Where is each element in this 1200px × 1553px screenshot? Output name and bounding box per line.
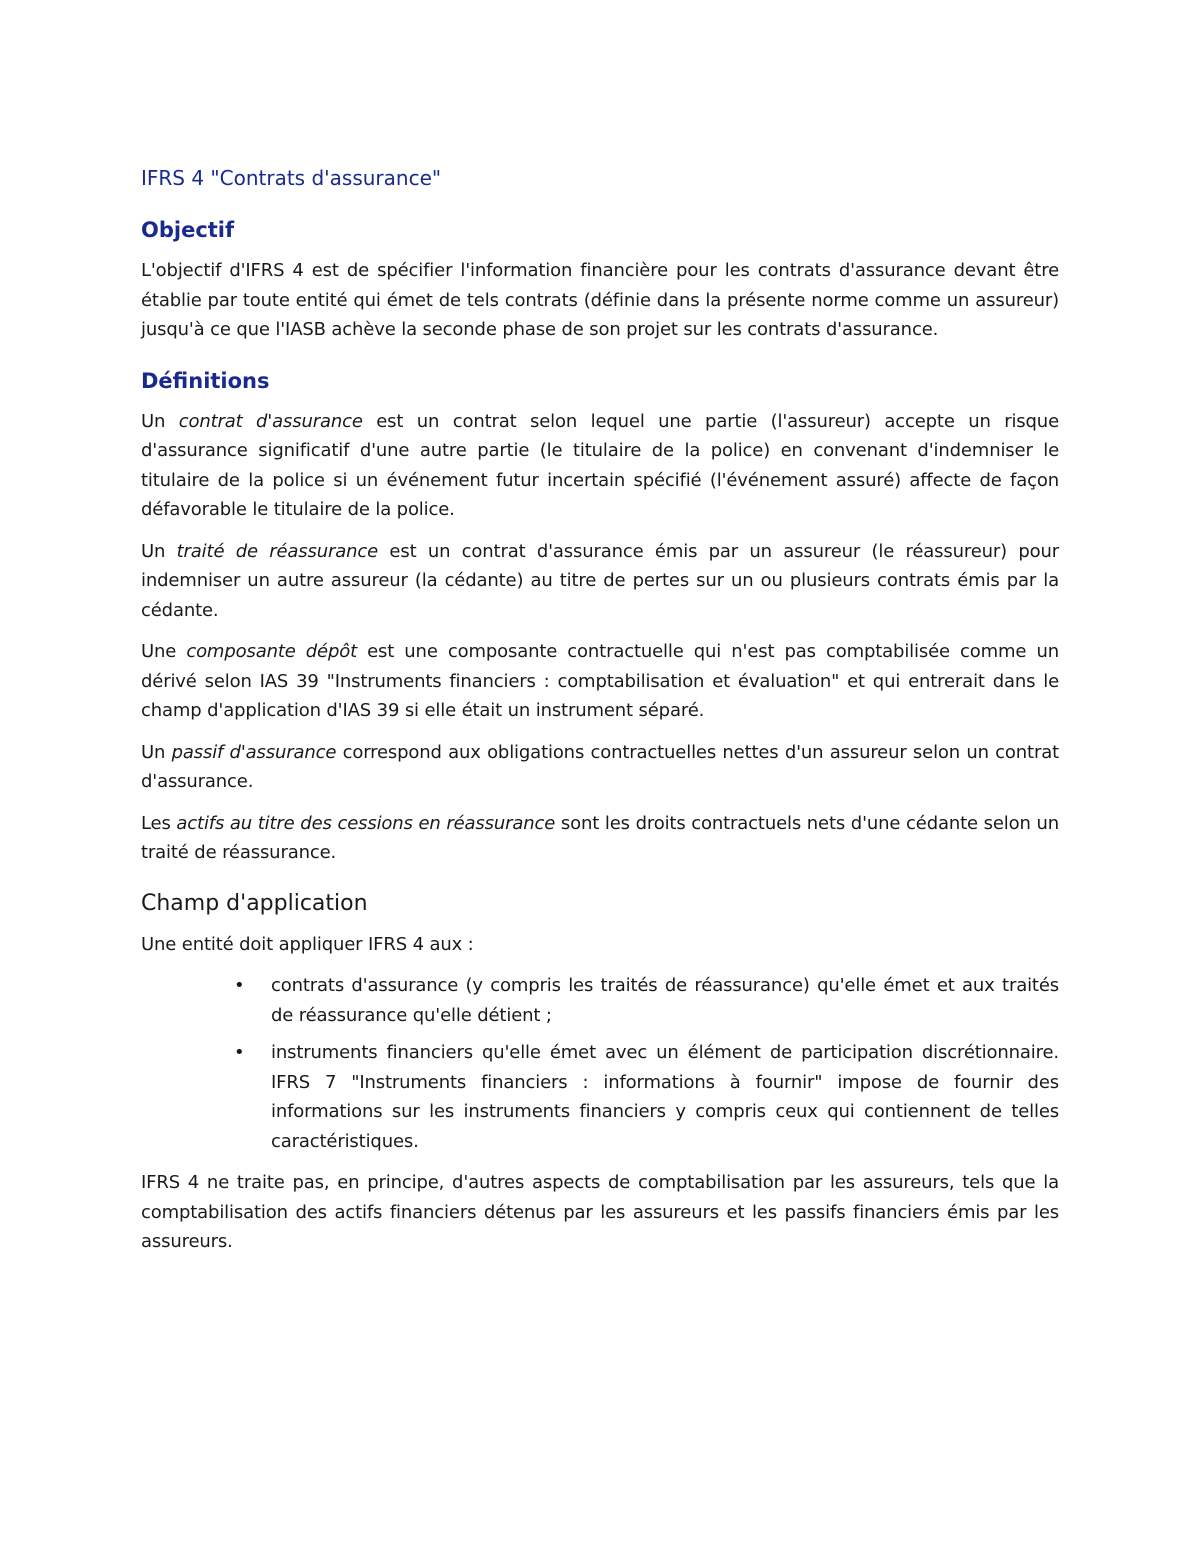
definition-text: est une composante contractuelle qui n'est pas comptabilisée comme un dérivé selon IAS 39 "Instruments financiers : comptabilisation et évaluation" et qui entrerait dans le champ d'application d'IAS 39 si elle était un instrument séparé.: [141, 641, 1059, 721]
definition-composante-depot: [141, 637, 1059, 726]
definition-term: contrat d'assurance: [178, 410, 363, 432]
definition-text: est un contrat selon lequel une partie (l'assureur) accepte un risque d'assurance significatif d'une autre partie (le titulaire de la police) en convenant d'indemniser le titulaire de la police si un événement futur incertain spécifié (l'événement assuré) affecte de façon défavorable le titulaire de la police.: [141, 410, 1059, 520]
definition-contrat-assurance: [141, 407, 1059, 525]
definition-prefix: Les: [141, 812, 177, 834]
list-item-text: instruments financiers qu'elle émet avec un élément de participation discrétionnaire. IFRS 7 "Instruments financiers : informations à fournir" impose de fournir des informations sur les instruments financiers y compris ceux qui contiennent de telles caractéristiques.: [271, 1042, 1059, 1152]
definition-text: sont les droits contractuels nets d'une cédante selon un traité de réassurance.: [141, 812, 1059, 863]
definition-prefix: Un: [141, 540, 177, 562]
heading-objectif: Objectif: [141, 218, 235, 242]
list-item-text: contrats d'assurance (y compris les traités de réassurance) qu'elle émet et aux traités de réassurance qu'elle détient ;: [271, 975, 1059, 1026]
document-page: [141, 162, 1059, 1257]
document-title: IFRS 4 "Contrats d'assurance": [141, 166, 442, 190]
definition-prefix: Une: [141, 641, 187, 662]
definition-passif-assurance: [141, 738, 1059, 797]
list-item: [141, 1038, 1059, 1156]
definition-term: actifs au titre des cessions en réassurance: [176, 812, 556, 834]
objectif-paragraph: L'objectif d'IFRS 4 est de spécifier l'information financière pour les contrats d'assurance devant être établie par toute entité qui émet de tels contrats (définie dans la présente norme comme un assureur) jusqu'à ce que l'IASB achève la seconde phase de son projet sur les contrats d'assurance.: [141, 260, 1059, 340]
definition-actifs-cessions: [141, 809, 1059, 868]
definition-text: est un contrat d'assurance émis par un assureur (le réassureur) pour indemniser un autre assureur (la cédante) au titre de pertes sur un ou plusieurs contrats émis par la cédante.: [141, 540, 1059, 621]
definition-prefix: Un: [141, 741, 172, 763]
champ-intro: Une entité doit appliquer IFRS 4 aux :: [141, 933, 474, 955]
bullet-icon: •: [234, 975, 245, 996]
definition-prefix: Un: [141, 410, 179, 432]
bullet-icon: •: [234, 1042, 245, 1063]
scope-list: [141, 971, 1059, 1156]
champ-closing: IFRS 4 ne traite pas, en principe, d'autres aspects de comptabilisation par les assureurs, tels que la comptabilisation des actifs financiers détenus par les assureurs et les passifs financiers émis par les assureurs.: [141, 1172, 1059, 1252]
definition-term: composante dépôt: [186, 641, 358, 662]
definition-term: passif d'assurance: [171, 741, 337, 763]
list-item: [141, 971, 1059, 1030]
definition-traite-reassurance: [141, 537, 1059, 626]
heading-definitions: Définitions: [141, 368, 270, 393]
definition-text: correspond aux obligations contractuelles nettes d'un assureur selon un contrat d'assurance.: [141, 741, 1059, 792]
heading-champ-application: Champ d'application: [141, 890, 368, 916]
definition-term: traité de réassurance: [176, 540, 379, 562]
